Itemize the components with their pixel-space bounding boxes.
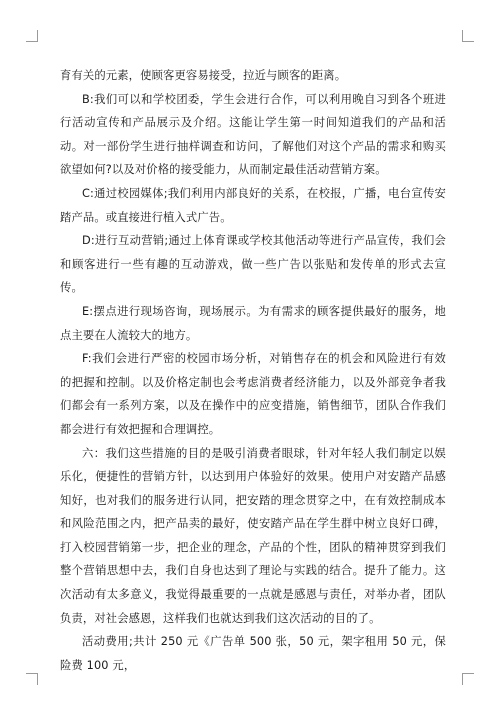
paragraph-e-consulting: E:摆点进行现场咨询，现场展示。为有需求的顾客提供最好的服务，地点主要在人流较大的地方。 [60,304,446,342]
document-body [60,64,446,677]
paragraph-six-purpose: 六：我们这些措施的目的是吸引消费者眼球，针对年轻人我们制定以娱乐化，便捷性的营销方针，以达到用户体验好的效果。使用户对安踏产品感知好，也对我们的服务进行认同，把安踏的理念贯穿之中，在有效控制成本和风险范围之内，把产品卖的最好，使安踏产品在学生群中树立良好口碑，打入校园营销第一步，把企业的理念，产品的个性，团队的精神贯穿到我们整个营销思想中去，我们自身也达到了理论与实践的结合。提升了能力。这次活动有太多意义，我觉得最重要的一点就是感恩与责任，对举办者，团队负责，对社会感恩，这样我们也就达到我们这次活动的目的了。 [60,446,446,625]
paragraph-activity-cost: 活动费用;共计 250 元《广告单 500 张，50 元，架字租用 50 元，保险费 100 元， [60,635,446,672]
crop-mark-top-right [462,30,474,42]
crop-mark-bottom-right [462,673,474,685]
paragraph-continuation: 育有关的元素，使顾客更容易接受，拉近与顾客的距离。 [60,69,347,82]
paragraph-b-school-union: B:我们可以和学校团委，学生会进行合作，可以利用晚自习到各个班进行活动宣传和产品展示及介绍。这能让学生第一时间知道我们的产品和活动。对一部份学生进行抽样调查和访问，了解他们对这个产品的需求和购买欲望如何?以及对价格的接受能力，从而制定最佳活动营销方案。 [60,92,446,177]
crop-mark-bottom-left [26,673,38,685]
crop-mark-top-left [26,30,38,42]
paragraph-d-interactive: D:进行互动营销;通过上体育课或学校其他活动等进行产品宣传，我们会和顾客进行一些有趣的互动游戏，做一些广告以张贴和发传单的形式去宣传。 [60,234,446,295]
paragraph-c-campus-media: C:通过校园媒体;我们利用内部良好的关系，在校报，广播，电台宣传安踏产品。或直接进行植入式广告。 [60,186,446,224]
paragraph-f-market-analysis: F:我们会进行严密的校园市场分析，对销售存在的机会和风险进行有效的把握和控制。以及价格定制也会考虑消费者经济能力，以及外部竞争者我们都会有一系列方案，以及在操作中的应变措施，销售细节，团队合作我们都会进行有效把握和合理调控。 [60,352,446,436]
